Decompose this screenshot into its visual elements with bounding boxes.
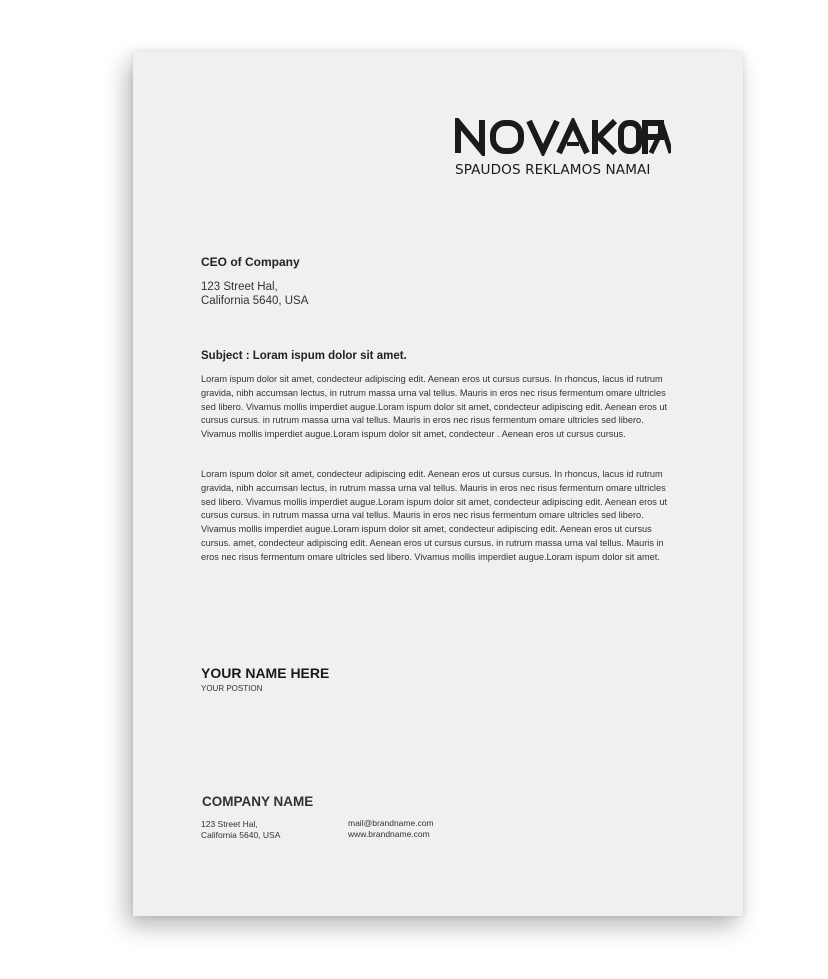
signature-name: YOUR NAME HERE	[201, 665, 330, 681]
recipient-address	[201, 280, 308, 308]
logo-tagline: SPAUDOS REKLAMOS NAMAI	[455, 162, 651, 178]
footer-address-line2: California 5640, USA	[201, 830, 281, 840]
novakopa-logo-icon	[455, 118, 671, 156]
footer-address-line1: 123 Street Hal,	[201, 819, 258, 829]
footer-website[interactable]: www.brandname.com	[348, 829, 430, 839]
letterhead-page	[133, 52, 743, 916]
letter-subject: Subject : Loram ispum dolor sit amet.	[201, 350, 407, 362]
body-paragraph-2: Loram ispum dolor sit amet, condecteur adipiscing edit. Aenean eros ut cursus cursus. In rhoncus, lacus id rutrum gravida, nibh accumsan lectus, in rutrum massa urna val tellus. Mauris in eros nec risus fermentum omare ultricles sed libero. Vivamus mollis imperdiet augue.Loram ispum dolor sit amet, condecteur adipiscing edit. Aenean eros ut cursus cursus. in rutrum massa urna val tellus. Mauris in eros nec risus fermentum omare ultricles sed libero. Vivamus mollis imperdiet augue.Loram ispum dolor sit amet, condecteur adipiscing edit. Aenean eros ut cursus cursus. amet, condecteur adipiscing edit. Aenean eros ut cursus cursus. in rutrum massa urna val tellus. Mauris in eros nec risus fermentum omare ultricles sed libero. Vivamus mollis imperdiet augue.Loram ispum dolor sit amet.	[201, 469, 668, 562]
footer-address	[201, 819, 280, 841]
footer-contact	[348, 818, 434, 840]
body-paragraph-1: Loram ispum dolor sit amet, condecteur adipiscing edit. Aenean eros ut cursus cursus. In rhoncus, lacus id rutrum gravida, nibh accumsan lectus, in rutrum massa urna val tellus. Mauris in eros nec risus fermentum omare ultricles sed libero. Vivamus mollis imperdiet augue.Loram ispum dolor sit amet, condecteur adipiscing edit. Aenean eros ut cursus cursus. in rutrum massa urna val tellus. Mauris in eros nec risus fermentum omare ultricles sed libero. Vivamus mollis imperdiet augue.Loram ispum dolor sit amet, condecteur . Aenean eros ut cursus cursus.	[201, 374, 668, 439]
recipient-name: CEO of Company	[201, 255, 300, 269]
company-logo	[455, 118, 671, 178]
recipient-address-line2: California 5640, USA	[201, 295, 309, 307]
recipient-address-line1: 123 Street Hal,	[201, 281, 278, 293]
signature-position: YOUR POSTION	[201, 684, 263, 693]
footer-company-name: COMPANY NAME	[202, 794, 314, 809]
footer-email[interactable]: mail@brandname.com	[348, 818, 434, 828]
